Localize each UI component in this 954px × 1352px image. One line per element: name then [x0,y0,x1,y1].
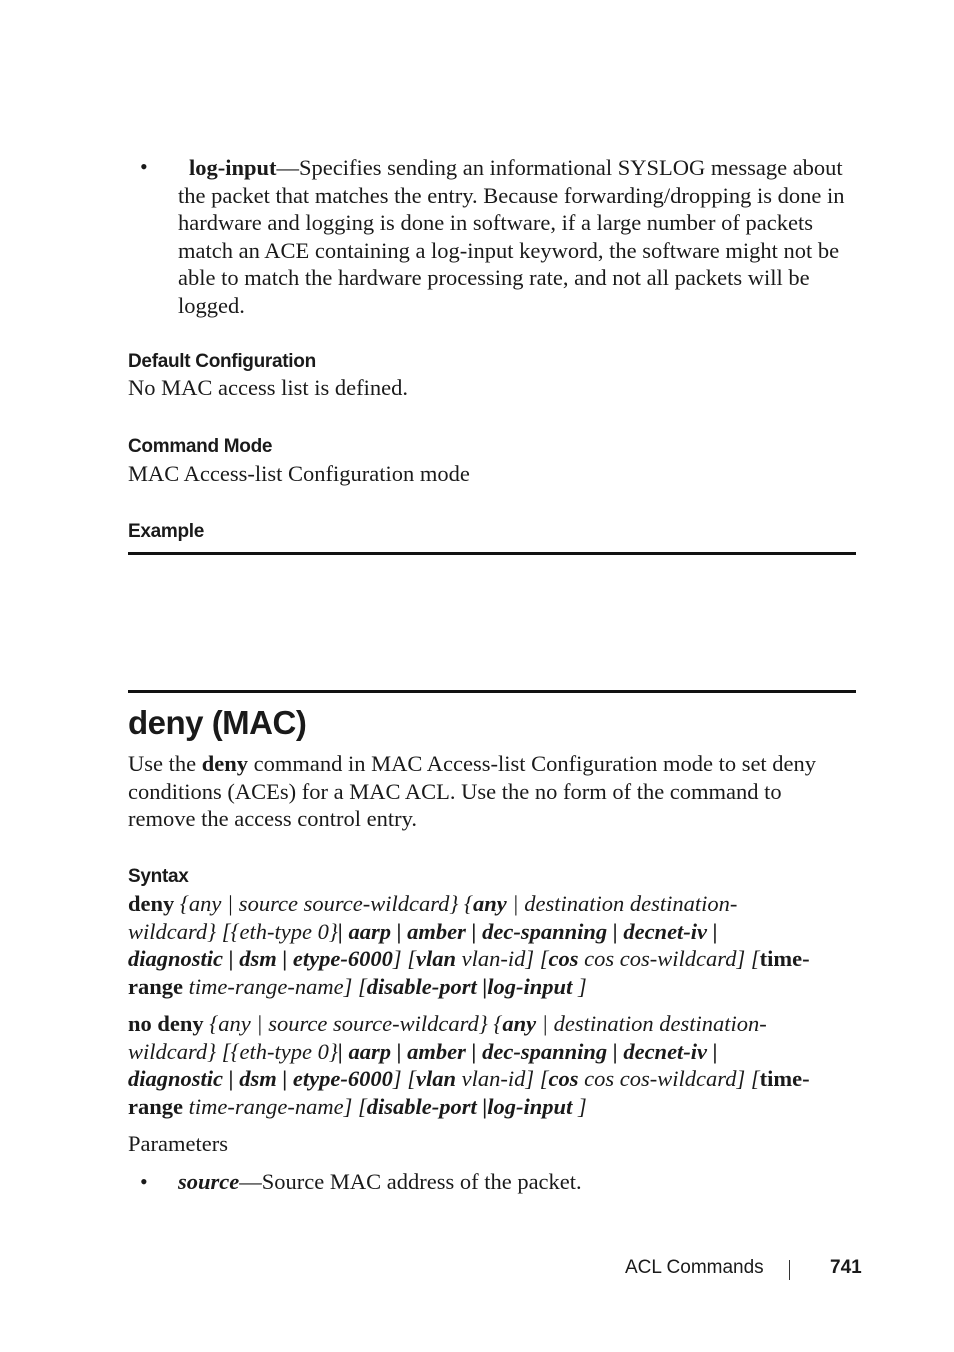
no-deny-cmd: no deny [128,1011,204,1036]
example-heading: Example [128,521,205,542]
example-rule [128,552,856,555]
intro-post: command in MAC Access-list Configuration mode to set deny [248,751,817,776]
deny-l1-b: | source source-wildcard} { [221,891,474,916]
log-input-line-6: logged. [178,292,245,318]
deny-l4-a: range [128,973,183,999]
deny-l2-a: wildcard} [{eth-type 0} [128,918,338,944]
command-mode-heading: Command Mode [128,436,273,457]
intro-pre: Use the [128,751,202,776]
parameters-label: Parameters [128,1131,228,1156]
nodeny-l3-f: cos cos-wildcard] [ [578,1066,760,1091]
intro-line-3: remove the access control entry. [128,806,418,831]
nodeny-l2-a: wildcard} [{eth-type 0} [128,1038,338,1064]
deny-l2-b: | aarp | amber | dec-spanning | decnet-iv | [337,918,718,944]
deny-l3-b: ] [ [392,946,417,971]
footer-separator [789,1260,790,1280]
default-config-heading: Default Configuration [128,351,316,372]
default-config-text: No MAC access list is defined. [128,375,408,400]
intro-line-2: conditions (ACEs) for a MAC ACL. Use the no form of the command to [128,778,782,804]
deny-l1-c: any [473,891,507,916]
syntax-no-deny [128,1010,868,1120]
nodeny-l3-c: vlan [416,1066,457,1091]
nodeny-l4-a: range [128,1093,183,1119]
deny-l3-d: vlan-id] [ [456,946,549,971]
command-mode-text: MAC Access-list Configuration mode [128,461,470,486]
bullet-marker: • [140,1169,148,1194]
log-input-bullet [178,154,868,319]
nodeny-l2-b: | aarp | amber | dec-spanning | decnet-iv | [337,1038,718,1064]
section-rule [128,690,856,693]
deny-cmd: deny [128,891,175,916]
nodeny-l4-d: ] [577,1093,587,1119]
deny-l3-c: vlan [416,946,457,971]
intro-command: deny [201,751,248,776]
nodeny-l3-b: ] [ [392,1066,417,1091]
deny-l1-d: | destination destination- [506,891,738,916]
nodeny-l4-c: disable-port |log-input [366,1093,578,1119]
footer-section-name: ACL Commands [625,1257,764,1278]
source-description: —Source MAC address of the packet. [239,1169,582,1194]
nodeny-l1-d: | destination destination- [536,1011,767,1036]
nodeny-l1-a: {any [203,1011,251,1036]
deny-l4-b: time-range-name] [ [183,973,367,999]
log-input-term: log-input [189,155,277,180]
nodeny-l3-e: cos [548,1066,579,1091]
source-bullet [178,1169,582,1195]
source-term: source [178,1169,240,1194]
deny-l4-d: ] [577,973,587,999]
nodeny-l1-c: any [502,1011,537,1036]
syntax-deny [128,890,868,1000]
syntax-heading: Syntax [128,866,189,887]
page-number: 741 [830,1257,862,1278]
nodeny-l4-b: time-range-name] [ [183,1093,367,1119]
deny-l3-e: cos [548,946,579,971]
deny-l3-f: cos cos-wildcard] [ [578,946,760,971]
section-title: deny (MAC) [128,704,307,741]
deny-l3-a: diagnostic | dsm | etype-6000 [128,946,393,971]
nodeny-l3-a: diagnostic | dsm | etype-6000 [128,1066,393,1091]
log-input-line-2: the packet that matches the entry. Because forwarding/dropping is done in [178,182,845,208]
deny-l3-g: time- [759,946,810,971]
nodeny-l1-b: | source source-wildcard} { [250,1011,503,1036]
deny-l1-a: {any [174,891,222,916]
nodeny-l3-d: vlan-id] [ [456,1066,549,1091]
log-input-line-1: —Specifies sending an informational SYSLOG message about [276,155,843,180]
deny-l4-c: disable-port |log-input [366,973,578,999]
log-input-line-4: match an ACE containing a log-input keyword, the software might not be [178,237,840,263]
nodeny-l3-g: time- [759,1066,810,1091]
log-input-line-5: able to match the hardware processing rate, and not all packets will be [178,265,810,290]
log-input-line-3: hardware and logging is done in software, if a large number of packets [178,210,813,235]
bullet-marker: • [140,154,148,179]
section-intro [128,750,868,833]
